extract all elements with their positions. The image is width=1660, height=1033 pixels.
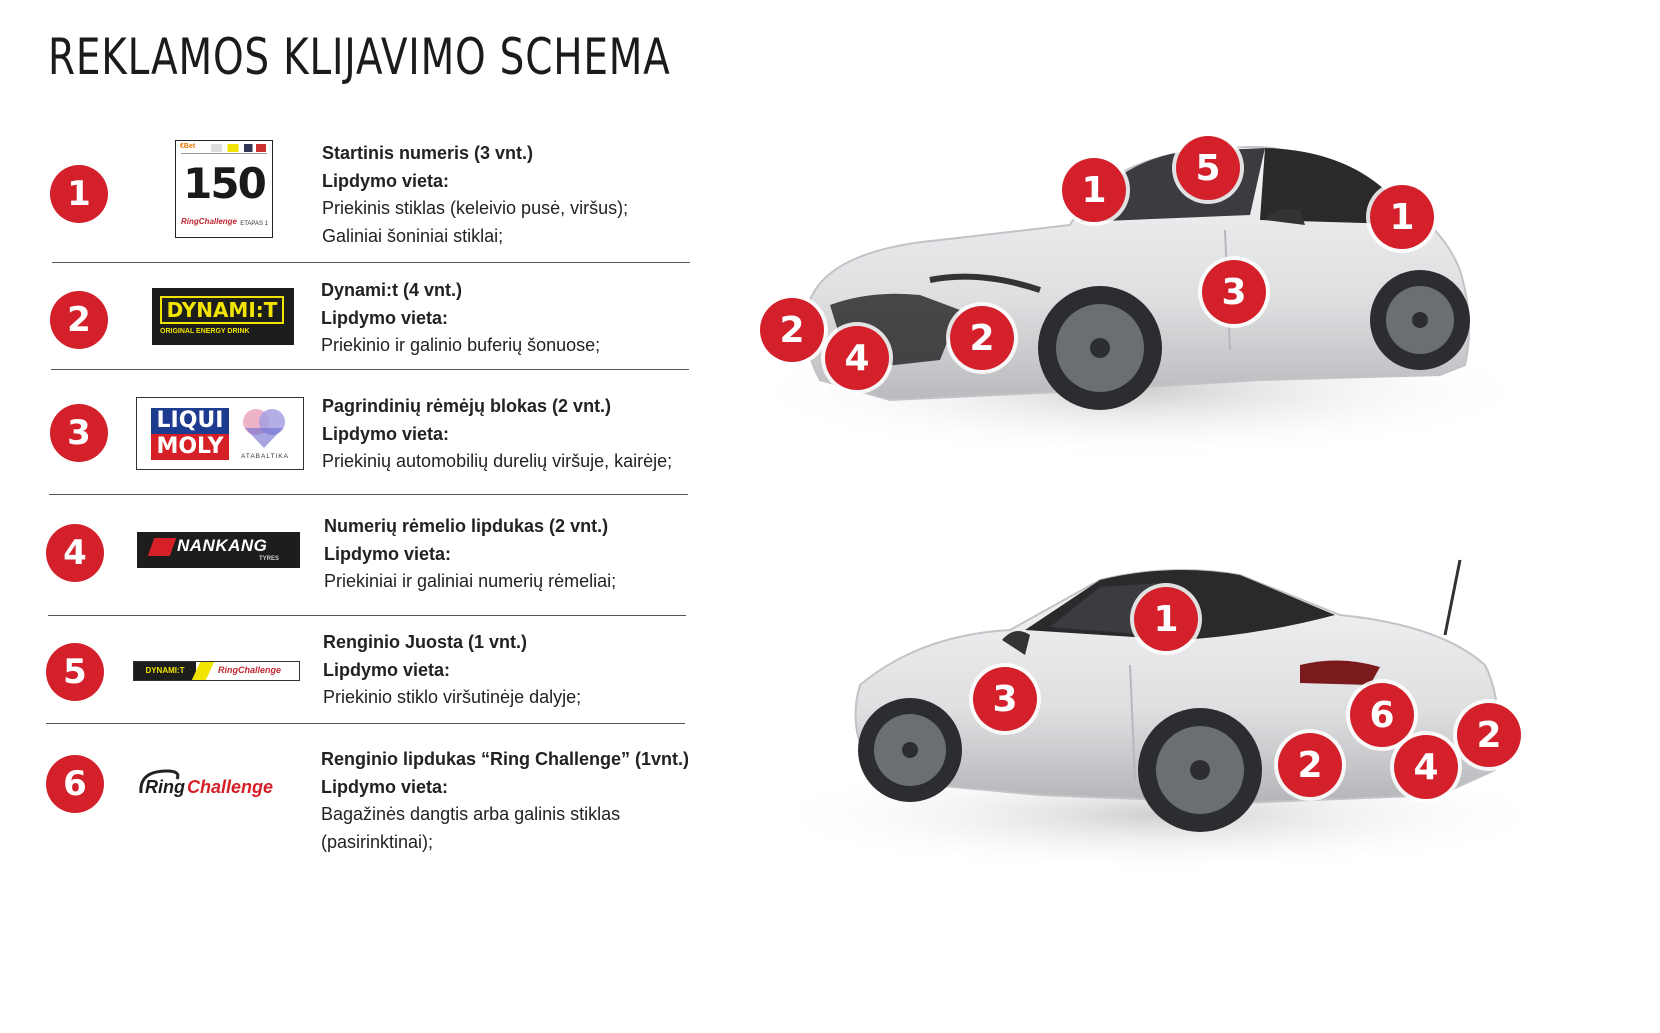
front-marker: 1 xyxy=(1062,158,1126,222)
start-number-stage: ETAPAS 1 xyxy=(240,221,268,227)
atabaltika-heart-icon xyxy=(241,406,287,450)
row-divider xyxy=(51,369,689,370)
item-name: Startinis numeris (3 vnt.) xyxy=(322,143,534,163)
dynamit-wordmark: DYNAMI:T xyxy=(160,296,284,324)
item-number-badge: 1 xyxy=(50,165,108,223)
item-text xyxy=(323,629,581,712)
item-place-label: Lipdymo vieta: xyxy=(324,543,452,564)
rear-marker: 2 xyxy=(1457,703,1521,767)
car-front-illustration xyxy=(740,130,1580,470)
nankang-logo xyxy=(137,532,300,568)
item-text xyxy=(322,140,628,250)
item-place-label: Lipdymo vieta: xyxy=(321,307,449,328)
item-number-badge: 3 xyxy=(50,404,108,462)
banner-ringchallenge: RingChallenge xyxy=(218,665,282,675)
rear-marker: 2 xyxy=(1278,733,1342,797)
start-number-brand: €Bet xyxy=(180,143,196,150)
front-marker: 4 xyxy=(825,326,889,390)
item-place-label: Lipdymo vieta: xyxy=(322,423,450,444)
challenge-text: Challenge xyxy=(187,777,274,797)
car-rear-view xyxy=(740,555,1580,885)
item-number-badge: 5 xyxy=(46,643,104,701)
sponsor-block-logo xyxy=(136,397,304,470)
item-place-line: (pasirinktinai); xyxy=(321,831,434,852)
item-place-line: Bagažinės dangtis arba galinis stiklas xyxy=(321,804,621,824)
row-divider xyxy=(52,262,690,263)
rear-marker: 4 xyxy=(1394,735,1458,799)
liqui-moly-bottom: MOLY xyxy=(151,434,229,460)
item-name: Pagrindinių rėmėjų blokas (2 vnt.) xyxy=(322,396,612,416)
item-place-line: Priekiniai ir galiniai numerių rėmeliai; xyxy=(324,571,617,591)
item-name: Dynami:t (4 vnt.) xyxy=(321,280,463,300)
car-front-view xyxy=(740,130,1580,470)
ring-challenge-logo xyxy=(137,765,302,801)
item-text xyxy=(324,513,616,596)
nankang-sub: TYRES xyxy=(259,556,280,562)
front-marker: 3 xyxy=(1202,260,1266,324)
rear-marker: 6 xyxy=(1350,683,1414,747)
item-name: Renginio Juosta (1 vnt.) xyxy=(323,632,528,652)
front-marker: 2 xyxy=(950,306,1014,370)
item-number-badge: 6 xyxy=(46,755,104,813)
item-number-badge: 4 xyxy=(46,524,104,582)
item-place-line: Priekinio stiklo viršutinėje dalyje; xyxy=(323,687,582,707)
rear-marker: 1 xyxy=(1134,587,1198,651)
ring-text: Ring xyxy=(145,777,185,797)
item-name: Renginio lipdukas “Ring Challenge” (1vnt.) xyxy=(321,749,690,769)
item-place-label: Lipdymo vieta: xyxy=(323,659,451,680)
row-divider xyxy=(46,723,685,724)
page-title: REKLAMOS KLIJAVIMO SCHEMA xyxy=(48,28,671,86)
item-place-line: Galiniai šoniniai stiklai; xyxy=(322,225,504,246)
nankang-wordmark: NANKANG xyxy=(177,536,268,555)
item-text xyxy=(321,746,689,856)
item-place-line: Priekinis stiklas (keleivio pusė, viršus); xyxy=(322,198,629,218)
row-divider xyxy=(49,494,688,495)
dynamit-tagline: ORIGINAL ENERGY DRINK xyxy=(160,328,250,335)
front-marker: 1 xyxy=(1370,185,1434,249)
item-place-line: Priekinių automobilių durelių viršuje, kairėje; xyxy=(322,451,673,471)
rear-marker: 3 xyxy=(973,667,1037,731)
liqui-moly-top: LIQUI xyxy=(151,408,229,434)
item-text xyxy=(321,277,600,360)
dynamit-logo xyxy=(152,288,294,345)
event-banner-logo xyxy=(133,661,300,681)
item-text xyxy=(322,393,672,476)
item-place-label: Lipdymo vieta: xyxy=(321,776,449,797)
start-number-logo xyxy=(175,140,273,238)
atabaltika-text: ATABALTIKA xyxy=(241,453,289,460)
item-place-line: Priekinio ir galinio buferių šonuose; xyxy=(321,335,601,355)
item-number-badge: 2 xyxy=(50,291,108,349)
row-divider xyxy=(48,615,686,616)
front-marker: 5 xyxy=(1176,136,1240,200)
banner-dynamit: DYNAMI:T xyxy=(134,662,196,680)
item-name: Numerių rėmelio lipdukas (2 vnt.) xyxy=(324,516,609,536)
start-number-value: 150 xyxy=(183,159,265,208)
front-marker: 2 xyxy=(760,298,824,362)
item-place-label: Lipdymo vieta: xyxy=(322,170,450,191)
start-number-event: RingChallenge xyxy=(181,217,238,226)
